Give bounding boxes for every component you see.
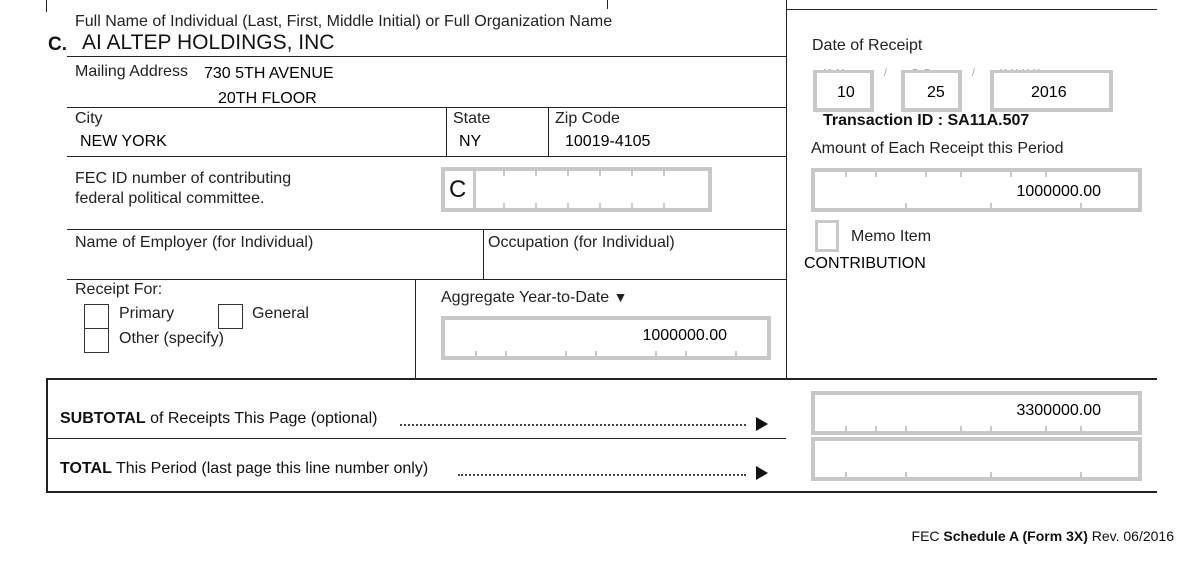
aggregate-tick — [655, 351, 657, 356]
aggregate-down-arrow: ▼ — [613, 289, 628, 305]
zip-value: 10019-4105 — [565, 133, 651, 150]
fec-id-tick — [503, 203, 505, 208]
subtotal-arrow-icon — [756, 417, 768, 431]
memo-item-label: Memo Item — [851, 228, 932, 245]
employer-label: Name of Employer (for Individual) — [75, 234, 314, 251]
fec-id-label-line1: FEC ID number of contributing — [75, 170, 292, 187]
fec-rule — [67, 229, 786, 230]
occupation-divider — [483, 229, 484, 279]
aggregate-tick — [475, 351, 477, 356]
aggregate-label — [441, 289, 627, 307]
receipt-amount-tick — [905, 203, 907, 208]
employer-rule — [67, 279, 786, 280]
aggregate-tick — [735, 351, 737, 356]
receipt-amount-tick — [1045, 172, 1047, 177]
transaction-id: Transaction ID : SA11A.507 — [823, 112, 1030, 129]
subtotal-tick — [875, 426, 877, 431]
subtotal-label — [60, 410, 377, 428]
subtotal-tick — [905, 426, 907, 431]
right-top-rule — [786, 9, 1157, 10]
aggregate-label-text: Aggregate Year-to-Date — [441, 289, 610, 306]
totals-bottom-border — [46, 491, 1157, 493]
receipt-amount-field[interactable] — [811, 168, 1142, 212]
total-tick — [1080, 472, 1082, 477]
total-amount-field[interactable] — [811, 437, 1142, 481]
memo-item-checkbox[interactable] — [815, 220, 839, 252]
subtotal-tick — [845, 426, 847, 431]
total-tick — [845, 472, 847, 477]
fec-id-tick — [631, 171, 633, 176]
fec-id-label-line2: federal political committee. — [75, 190, 265, 207]
receipt-amount-tick — [845, 172, 847, 177]
fec-id-field[interactable] — [441, 167, 712, 212]
subtotal-tick — [960, 426, 962, 431]
fec-id-tick — [535, 171, 537, 176]
primary-label: Primary — [119, 305, 175, 322]
form-footer — [912, 528, 1174, 544]
aggregate-tick — [595, 351, 597, 356]
total-arrow-icon — [756, 466, 768, 480]
name-rule — [67, 56, 786, 57]
subtotal-amount-value: 3300000.00 — [1016, 402, 1101, 419]
fec-id-tick — [631, 203, 633, 208]
other-label: Other (specify) — [119, 330, 224, 347]
aggregate-divider — [415, 279, 416, 380]
section-letter: C. — [48, 34, 67, 55]
general-label: General — [252, 305, 309, 322]
receipt-amount-tick — [1080, 203, 1082, 208]
zip-divider — [548, 107, 549, 156]
footer-schedule: Schedule A (Form 3X) — [943, 528, 1088, 544]
subtotal-tick — [1080, 426, 1082, 431]
fec-id-tick — [663, 203, 665, 208]
year-value: 2016 — [1031, 84, 1067, 101]
fec-id-prefix: C — [449, 176, 467, 203]
totals-left-border — [46, 378, 48, 493]
city-value: NEW YORK — [80, 133, 167, 150]
address-line2: 20TH FLOOR — [218, 90, 317, 107]
date-slash-2: / — [972, 68, 976, 79]
receipt-amount-tick — [1010, 172, 1012, 177]
subtotal-bold: SUBTOTAL — [60, 410, 146, 427]
fec-id-tick — [599, 171, 601, 176]
subtotal-amount-field[interactable] — [811, 391, 1142, 435]
receipt-for-label: Receipt For: — [75, 281, 163, 298]
occupation-label: Occupation (for Individual) — [488, 234, 675, 251]
address-rule — [67, 107, 786, 108]
top-right-tick — [607, 0, 608, 9]
state-divider — [446, 107, 447, 156]
mailing-address-label: Mailing Address — [75, 63, 188, 80]
state-label: State — [453, 110, 491, 127]
aggregate-amount-field[interactable] — [441, 316, 771, 360]
day-value: 25 — [927, 84, 945, 101]
contributor-name: AI ALTEP HOLDINGS, INC — [82, 31, 335, 54]
address-line1: 730 5TH AVENUE — [204, 65, 334, 82]
receipt-amount-tick — [925, 172, 927, 177]
city-rule — [67, 156, 786, 157]
receipt-amount-tick — [875, 172, 877, 177]
date-of-receipt-label: Date of Receipt — [812, 37, 923, 54]
aggregate-tick — [565, 351, 567, 356]
fec-id-separator — [473, 171, 476, 208]
date-slash-1: / — [884, 68, 888, 79]
fec-id-tick — [567, 203, 569, 208]
subtotal-leader — [400, 424, 746, 426]
year-field[interactable] — [990, 70, 1113, 112]
subtotal-tick — [990, 426, 992, 431]
subtotal-tick — [1045, 426, 1047, 431]
total-text: This Period (last page this line number only) — [116, 460, 429, 477]
month-field[interactable] — [813, 70, 874, 112]
aggregate-tick — [505, 351, 507, 356]
totals-mid-rule — [46, 438, 786, 439]
receipt-amount-tick — [990, 203, 992, 208]
footer-revision: Rev. 06/2016 — [1091, 528, 1174, 544]
receipt-amount-tick — [960, 172, 962, 177]
fec-id-tick — [663, 171, 665, 176]
totals-top-border — [46, 378, 1157, 380]
fec-id-tick — [567, 171, 569, 176]
footer-prefix: FEC — [911, 528, 940, 544]
total-tick — [990, 472, 992, 477]
fec-id-tick — [599, 203, 601, 208]
general-checkbox[interactable] — [218, 304, 243, 329]
center-divider — [786, 0, 787, 380]
city-label: City — [75, 110, 103, 127]
total-tick — [905, 472, 907, 477]
name-label: Full Name of Individual (Last, First, Middle Initial) or Full Organization Name — [75, 13, 613, 30]
receipt-amount-value: 1000000.00 — [1016, 183, 1101, 200]
total-leader — [458, 474, 746, 476]
aggregate-amount-value: 1000000.00 — [642, 327, 727, 344]
aggregate-tick — [685, 351, 687, 356]
left-top-border — [46, 0, 47, 12]
month-value: 10 — [837, 84, 855, 101]
day-field[interactable] — [901, 70, 962, 112]
amount-label: Amount of Each Receipt this Period — [811, 140, 1064, 157]
total-bold: TOTAL — [60, 460, 112, 477]
zip-label: Zip Code — [555, 110, 620, 127]
total-label — [60, 460, 428, 478]
other-checkbox[interactable] — [84, 328, 109, 353]
primary-checkbox[interactable] — [84, 304, 109, 329]
state-value: NY — [459, 133, 482, 150]
fec-id-tick — [535, 203, 537, 208]
subtotal-text: of Receipts This Page (optional) — [150, 410, 378, 427]
fec-id-tick — [503, 171, 505, 176]
purpose-value: CONTRIBUTION — [804, 255, 926, 272]
